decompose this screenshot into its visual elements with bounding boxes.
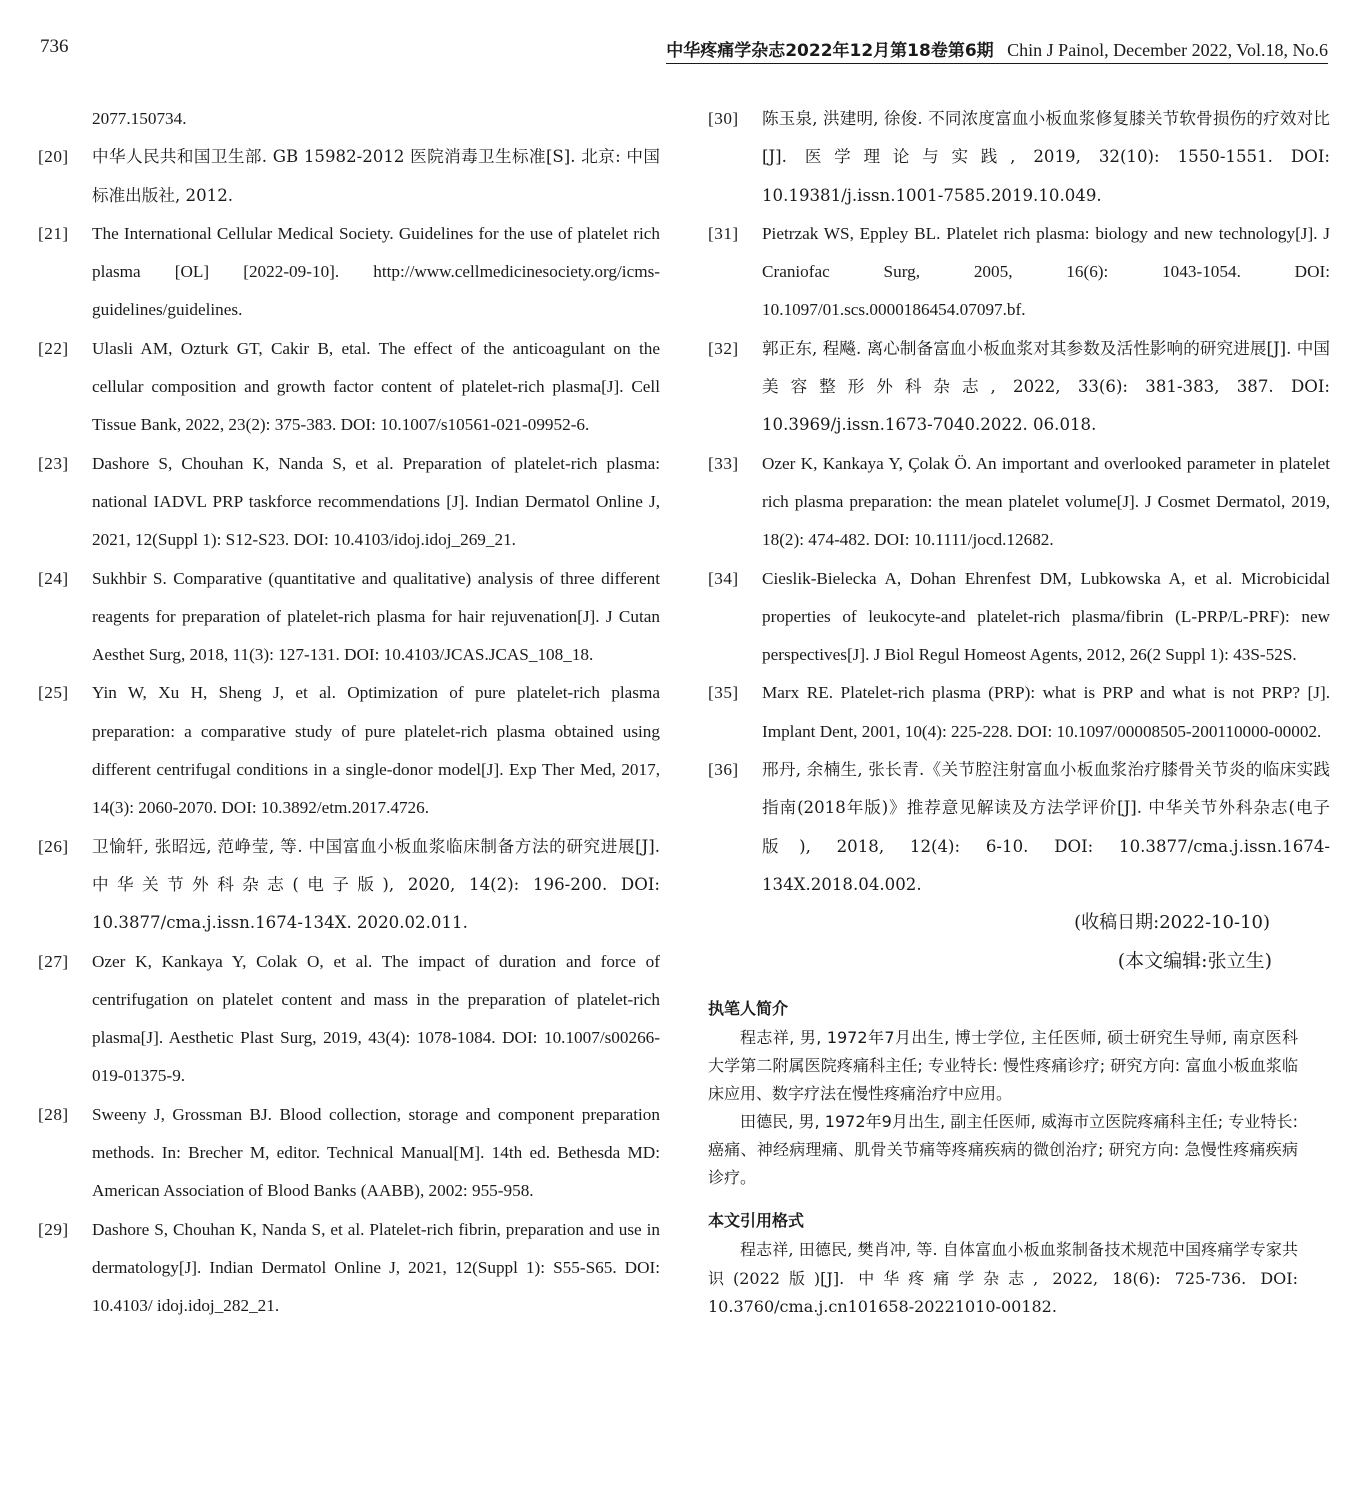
left-reference-column [38, 100, 660, 1326]
reference-entry [38, 215, 660, 330]
reference-text: Ozer K, Kankaya Y, Colak O, et al. The impact of duration and force of centrifugation on platelet content and mass in the preparation of platelet-rich plasma[J]. Aesthetic Plast Surg, 2019, 43(4): 1078-1084. DOI: 10.1007/s00266-019-01375-9. [92, 951, 660, 1086]
reference-number: [21] [38, 223, 69, 243]
reference-text: Marx RE. Platelet-rich plasma (PRP): what is PRP and what is not PRP? [J]. Implant Dent, 2001, 10(4): 225-228. DOI: 10.1097/00008505-200110000-00002. [762, 683, 1330, 741]
reference-number: [20] [38, 147, 69, 167]
reference-entry [38, 943, 660, 1096]
reference-text: Dashore S, Chouhan K, Nanda S, et al. Platelet-rich fibrin, preparation and use in dermatology[J]. Indian Dermatol Online J, 2021, 12(Suppl 1): S55-S65. DOI: 10.4103/ idoj.idoj_282_21. [92, 1219, 660, 1316]
citation-text: 程志祥, 田德民, 樊肖冲, 等. 自体富血小板血浆制备技术规范中国疼痛学专家共识(2022版)[J]. 中华疼痛学杂志, 2022, 18(6): 725-736. DOI: 10.3760/cma.j.cn101658-20221010-00182. [708, 1240, 1298, 1317]
reference-entry [38, 674, 660, 827]
reference-text: Ulasli AM, Ozturk GT, Cakir B, etal. The effect of the anticoagulant on the cellular composition and growth factor content of platelet-rich plasma[J]. Cell Tissue Bank, 2022, 23(2): 375-383. DOI: 10.1007/s10561-021-09952-6. [92, 338, 660, 435]
reference-number: [31] [708, 223, 739, 243]
reference-number: [25] [38, 683, 69, 703]
page-number: 736 [40, 36, 69, 57]
reference-entry [38, 100, 660, 138]
reference-number: [30] [708, 109, 739, 128]
reference-entry [708, 445, 1330, 560]
reference-text: 郭正东, 程飚. 离心制备富血小板血浆对其参数及活性影响的研究进展[J]. 中国美容整形外科杂志, 2022, 33(6): 381-383, 387. DOI: 10.3969/j.issn.1673-7040.2022. 06.018. [762, 338, 1330, 435]
reference-number: [26] [38, 836, 69, 856]
reference-text: 邢丹, 余楠生, 张长青.《关节腔注射富血小板血浆治疗膝骨关节炎的临床实践指南(2018年版)》推荐意见解读及方法学评价[J]. 中华关节外科杂志(电子版), 2018, 12(4): 6-10. DOI: 10.3877/cma.j.issn.1674-134X.2018.04.002. [762, 760, 1330, 894]
running-header [666, 36, 1328, 64]
reference-text: Sukhbir S. Comparative (quantitative and qualitative) analysis of three different reagents for preparation of platelet-rich plasma for hair rejuvenation[J]. J Cutan Aesthet Surg, 2018, 11(3): 127-131. DOI: 10.4103/JCAS.JCAS_108_18. [92, 568, 660, 665]
reference-number: [22] [38, 338, 69, 358]
reference-text: Cieslik-Bielecka A, Dohan Ehrenfest DM, Lubkowska A, et al. Microbicidal properties of leukocyte-and platelet-rich plasma/fibrin (L-PRP/L-PRF): new perspectives[J]. J Biol Regul Homeost Agents, 2012, 26(2 Suppl 1): 43S-52S. [762, 568, 1330, 665]
editor-credit: (本文编辑:张立生) [1117, 950, 1272, 973]
reference-entry [38, 1211, 660, 1326]
reference-text: Dashore S, Chouhan K, Nanda S, et al. Preparation of platelet-rich plasma: national IADVL PRP taskforce recommendations [J]. Indian Dermatol Online J, 2021, 12(Suppl 1): S12-S23. DOI: 10.4103/idoj.idoj_269_21. [92, 453, 660, 550]
author-bio-paragraph: 程志祥, 男, 1972年7月出生, 博士学位, 主任医师, 硕士研究生导师, 南京医科大学第二附属医院疼痛科主任; 专业特长: 慢性疼痛诊疗; 研究方向: 富血小板血浆临床应用、数字疗法在慢性疼痛治疗中应用。 [708, 1028, 1298, 1104]
journal-title-cn: 中华疼痛学杂志2022年12月第18卷第6期 [666, 41, 994, 61]
citation-title: 本文引用格式 [708, 1211, 805, 1231]
reference-entry [38, 828, 660, 943]
reference-text: 陈玉泉, 洪建明, 徐俊. 不同浓度富血小板血浆修复膝关节软骨损伤的疗效对比[J]. 医学理论与实践, 2019, 32(10): 1550-1551. DOI: 10.19381/j.issn.1001-7585.2019.10.049. [762, 109, 1330, 205]
author-bio-title: 执笔人简介 [708, 999, 789, 1019]
right-reference-list [708, 100, 1330, 904]
reference-number: [36] [708, 760, 739, 780]
reference-text: 卫愉轩, 张昭远, 范峥莹, 等. 中国富血小板血浆临床制备方法的研究进展[J]. 中华关节外科杂志(电子版), 2020, 14(2): 196-200. DOI: 10.3877/cma.j.issn.1674-134X. 2020.02.011. [92, 836, 660, 933]
reference-number: [24] [38, 568, 69, 588]
reference-text: The International Cellular Medical Society. Guidelines for the use of platelet rich plasma [OL] [2022-09-10]. http://www.cellmedicinesociety.org/icms-guidelines/guidelines. [92, 223, 660, 320]
reference-entry [708, 674, 1330, 751]
reference-number: [35] [708, 683, 739, 703]
reference-entry [708, 330, 1330, 445]
reference-number: [32] [708, 338, 739, 358]
reference-entry [708, 751, 1330, 904]
reference-entry [708, 215, 1330, 330]
reference-text: Ozer K, Kankaya Y, Çolak Ö. An important and overlooked parameter in platelet rich plasma preparation: the mean platelet volume[J]. J Cosmet Dermatol, 2019, 18(2): 474-482. DOI: 10.1111/jocd.12682. [762, 453, 1330, 550]
reference-number: [33] [708, 453, 739, 473]
reference-entry [38, 560, 660, 675]
reference-number: [34] [708, 568, 739, 588]
reference-entry [38, 445, 660, 560]
reference-entry [708, 560, 1330, 675]
author-bio-paragraph: 田德民, 男, 1972年9月出生, 副主任医师, 威海市立医院疼痛科主任; 专业特长: 癌痛、神经病理痛、肌骨关节痛等疼痛疾病的微创治疗; 研究方向: 急慢性疼痛疾病诊疗。 [708, 1112, 1298, 1188]
reference-entry [708, 100, 1330, 215]
reference-number: [27] [38, 951, 69, 971]
reference-number: [29] [38, 1219, 69, 1239]
reference-entry [38, 330, 660, 445]
journal-title-en: Chin J Painol, December 2022, Vol.18, No.6 [1007, 40, 1328, 60]
reference-text: Yin W, Xu H, Sheng J, et al. Optimization of pure platelet-rich plasma preparation: a comparative study of pure platelet-rich plasma obtained using different centrifugal conditions in a single-donor model[J]. Exp Ther Med, 2017, 14(3): 2060-2070. DOI: 10.3892/etm.2017.4726. [92, 683, 660, 818]
reference-number: [28] [38, 1104, 69, 1124]
right-column [708, 100, 1330, 1322]
received-date: (收稿日期:2022-10-10) [1074, 912, 1270, 934]
reference-text: Sweeny J, Grossman BJ. Blood collection, storage and component preparation methods. In: Brecher M, editor. Technical Manual[M]. 14th ed. Bethesda MD: American Association of Blood Banks (AABB), 2002: 955-958. [92, 1104, 660, 1201]
reference-text: 2077.150734. [92, 109, 187, 128]
reference-entry [38, 138, 660, 215]
reference-entry [38, 1096, 660, 1211]
reference-text: Pietrzak WS, Eppley BL. Platelet rich plasma: biology and new technology[J]. J Craniofac Surg, 2005, 16(6): 1043-1054. DOI: 10.1097/01.scs.0000186454.07097.bf. [762, 223, 1330, 320]
reference-text: 中华人民共和国卫生部. GB 15982-2012 医院消毒卫生标准[S]. 北京: 中国标准出版社, 2012. [92, 147, 660, 205]
reference-number: [23] [38, 453, 69, 473]
